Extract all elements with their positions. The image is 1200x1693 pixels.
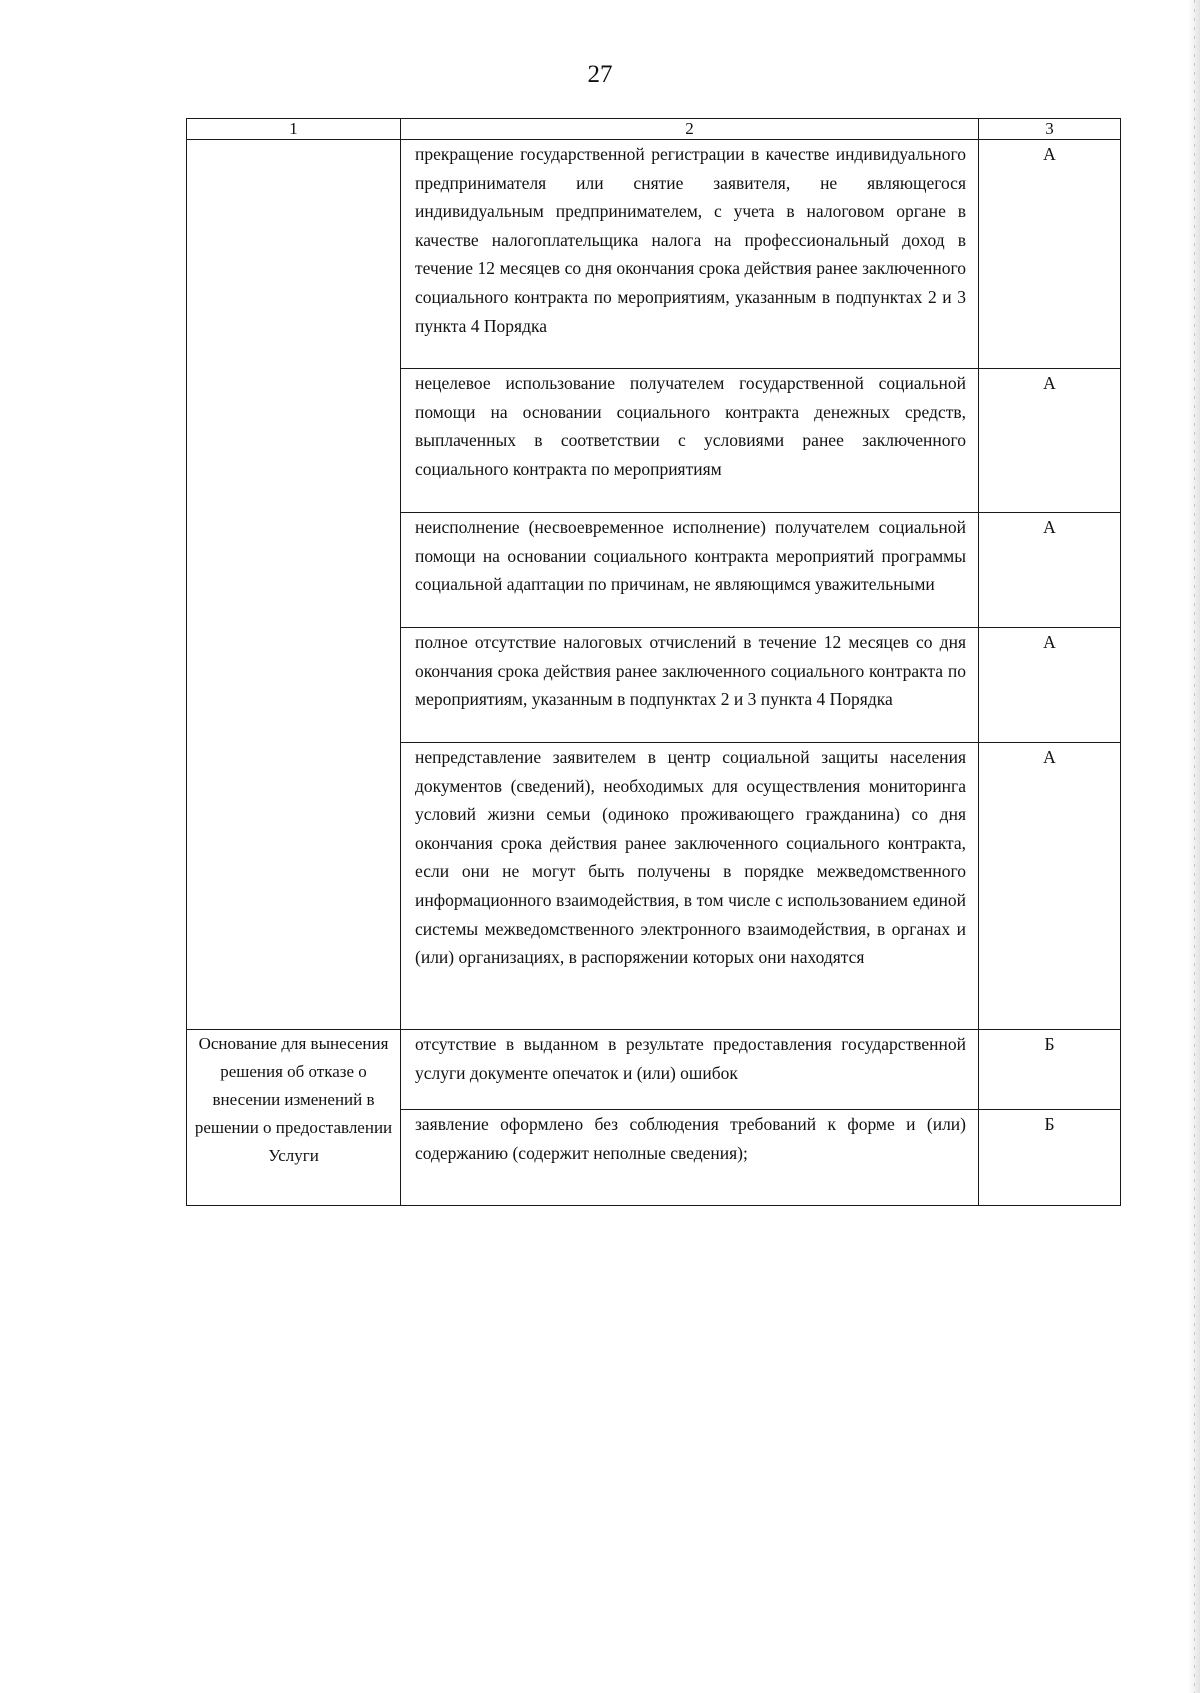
reason-cell: полное отсутствие налоговых отчислений в течение 12 месяцев со дня окончания срока действия ранее заключенного социального контракта по мероприятиям, указанным в подпунктах 2 и 3 пункта 4 Порядка [401, 628, 979, 743]
code-cell: Б [979, 1110, 1121, 1206]
code-cell: А [979, 369, 1121, 513]
reason-cell: прекращение государственной регистрации в качестве индивидуального предпринимателя или снятие заявителя, не являющегося индивидуальным предпринимателем, с учета в налоговом органе в качестве налогоплательщика налога на профессиональный доход в течение 12 месяцев со дня окончания срока действия ранее заключенного социального контракта по мероприятиям, указанным в подпунктах 2 и 3 пункта 4 Порядка [401, 140, 979, 369]
category-label: Основание для вынесения решения об отказе о внесении изменений в решении о предоставлении Услуги [194, 1034, 393, 1165]
column-header-3: 3 [979, 119, 1121, 140]
scan-edge [1188, 0, 1200, 1693]
empty-category-cell [187, 140, 401, 1030]
code-cell: А [979, 743, 1121, 1030]
category-cell [187, 1030, 401, 1206]
reason-cell: заявление оформлено без соблюдения требований к форме и (или) содержанию (содержит неполные сведения); [401, 1110, 979, 1206]
code-cell: Б [979, 1030, 1121, 1110]
page-number: 27 [587, 61, 613, 88]
table-row [187, 140, 1121, 369]
code-cell: А [979, 140, 1121, 369]
table-row [187, 1030, 1121, 1110]
code-cell: А [979, 513, 1121, 628]
code-cell: А [979, 628, 1121, 743]
reason-cell: отсутствие в выданном в результате предоставления государственной услуги документе опечаток и (или) ошибок [401, 1030, 979, 1110]
document-table [186, 118, 1121, 1206]
reason-cell: нецелевое использование получателем государственной социальной помощи на основании социального контракта денежных средств, выплаченных в соответствии с условиями ранее заключенного социального контракта по мероприятиям [401, 369, 979, 513]
reason-cell: неисполнение (несвоевременное исполнение) получателем социальной помощи на основании социального контракта мероприятий программы социальной адаптации по причинам, не являющимся уважительными [401, 513, 979, 628]
column-header-1: 1 [187, 119, 401, 140]
column-header-2: 2 [401, 119, 979, 140]
reason-cell: непредставление заявителем в центр социальной защиты населения документов (сведений), необходимых для осуществления мониторинга условий жизни семьи (одиноко проживающего гражданина) со дня окончания срока действия ранее заключенного социального контракта, если они не могут быть получены в порядке межведомственного информационного взаимодействия, в том числе с использованием единой системы межведомственного электронного взаимодействия, в органах и (или) организациях, в распоряжении которых они находятся [401, 743, 979, 1030]
table-header-row [187, 119, 1121, 140]
